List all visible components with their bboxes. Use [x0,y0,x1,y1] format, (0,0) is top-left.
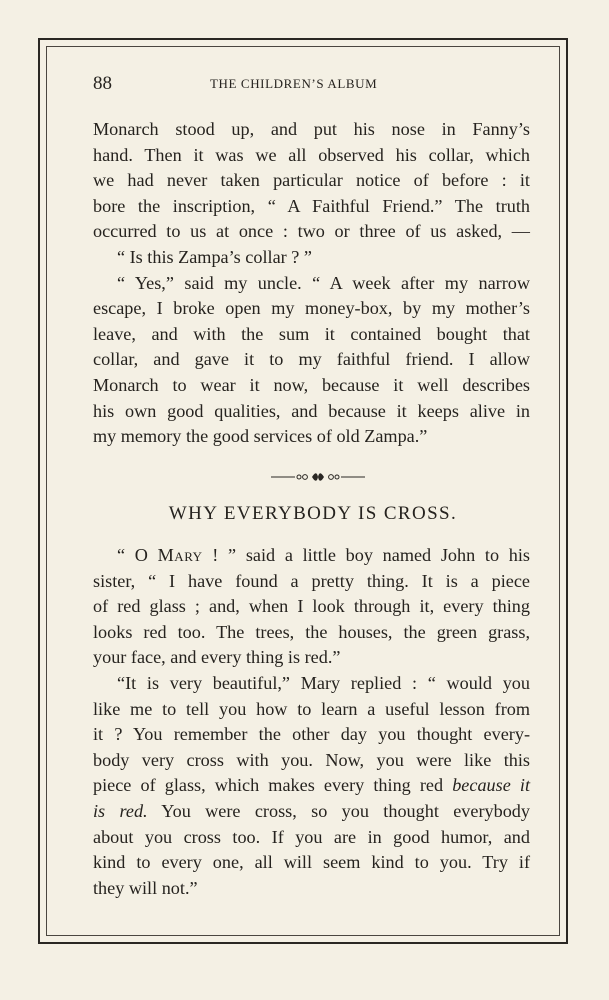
story-continuation [93,117,530,450]
text-line: about you cross too. If you are in good humor, and [93,826,530,847]
italic-emphasis: is red. [93,800,148,821]
text-line: hand. Then it was we all observed his collar, which [93,144,530,165]
text-line: occurred to us at once : two or three of us asked, — [93,221,530,242]
page-number: 88 [93,73,112,94]
running-head [93,72,533,96]
text-line: your face, and every thing is red.” [93,647,341,668]
text-line: my memory the good services of old Zampa.” [93,426,428,447]
text-fragment: You were cross, so you thought everybody [147,800,530,821]
text-line [93,773,530,799]
text-line: Monarch to wear it now, because it well describes [93,374,530,395]
text-line: his own good qualities, and because it keeps alive in [93,400,530,421]
text-line: leave, and with the sum it contained bought that [93,323,530,344]
name-smallcaps: Mary [157,545,203,565]
text-line: bore the inscription, “ A Faithful Friend.” The truth [93,195,530,216]
italic-emphasis: because it [452,775,530,796]
running-title: THE CHILDREN’S ALBUM [210,76,378,91]
text-fragment: ! ” said a little boy named John to his [202,545,530,565]
text-line: “ Yes,” said my uncle. “ A week after my narrow [117,272,530,293]
text-line: collar, and gave it to my faithful friend. I allow [93,349,530,370]
section-heading: WHY EVERYBODY IS CROSS. [168,503,458,524]
text-line [93,799,530,825]
text-fragment: “ O [117,545,158,565]
text-line: they will not.” [93,877,198,898]
text-line: of red glass ; and, when I look through it, every thing [93,596,530,617]
text-line: “It is very beautiful,” Mary replied : “ would you [117,672,530,693]
text-line [93,543,530,569]
text-fragment: piece of glass, which makes every thing red [93,775,453,796]
text-line: escape, I broke open my money-box, by my mother’s [93,298,530,319]
text-line: we had never taken particular notice of before : it [93,170,530,191]
text-line: kind to every one, all will seem kind to you. Try if [93,852,530,873]
text-line: looks red too. The trees, the houses, the green grass, [93,621,530,642]
text-line: Monarch stood up, and put his nose in Fanny’s [93,119,530,139]
text-line: like me to tell you how to learn a useful lesson from [93,698,530,719]
text-line: body very cross with you. Now, you were like this [93,749,530,770]
text-line: it ? You remember the other day you thought every- [93,724,530,745]
story-why-everybody-is-cross [93,543,530,901]
text-line: sister, “ I have found a pretty thing. It is a piece [93,570,530,591]
text-line: “ Is this Zampa’s collar ? ” [117,246,312,267]
section-divider-ornament [271,470,365,484]
